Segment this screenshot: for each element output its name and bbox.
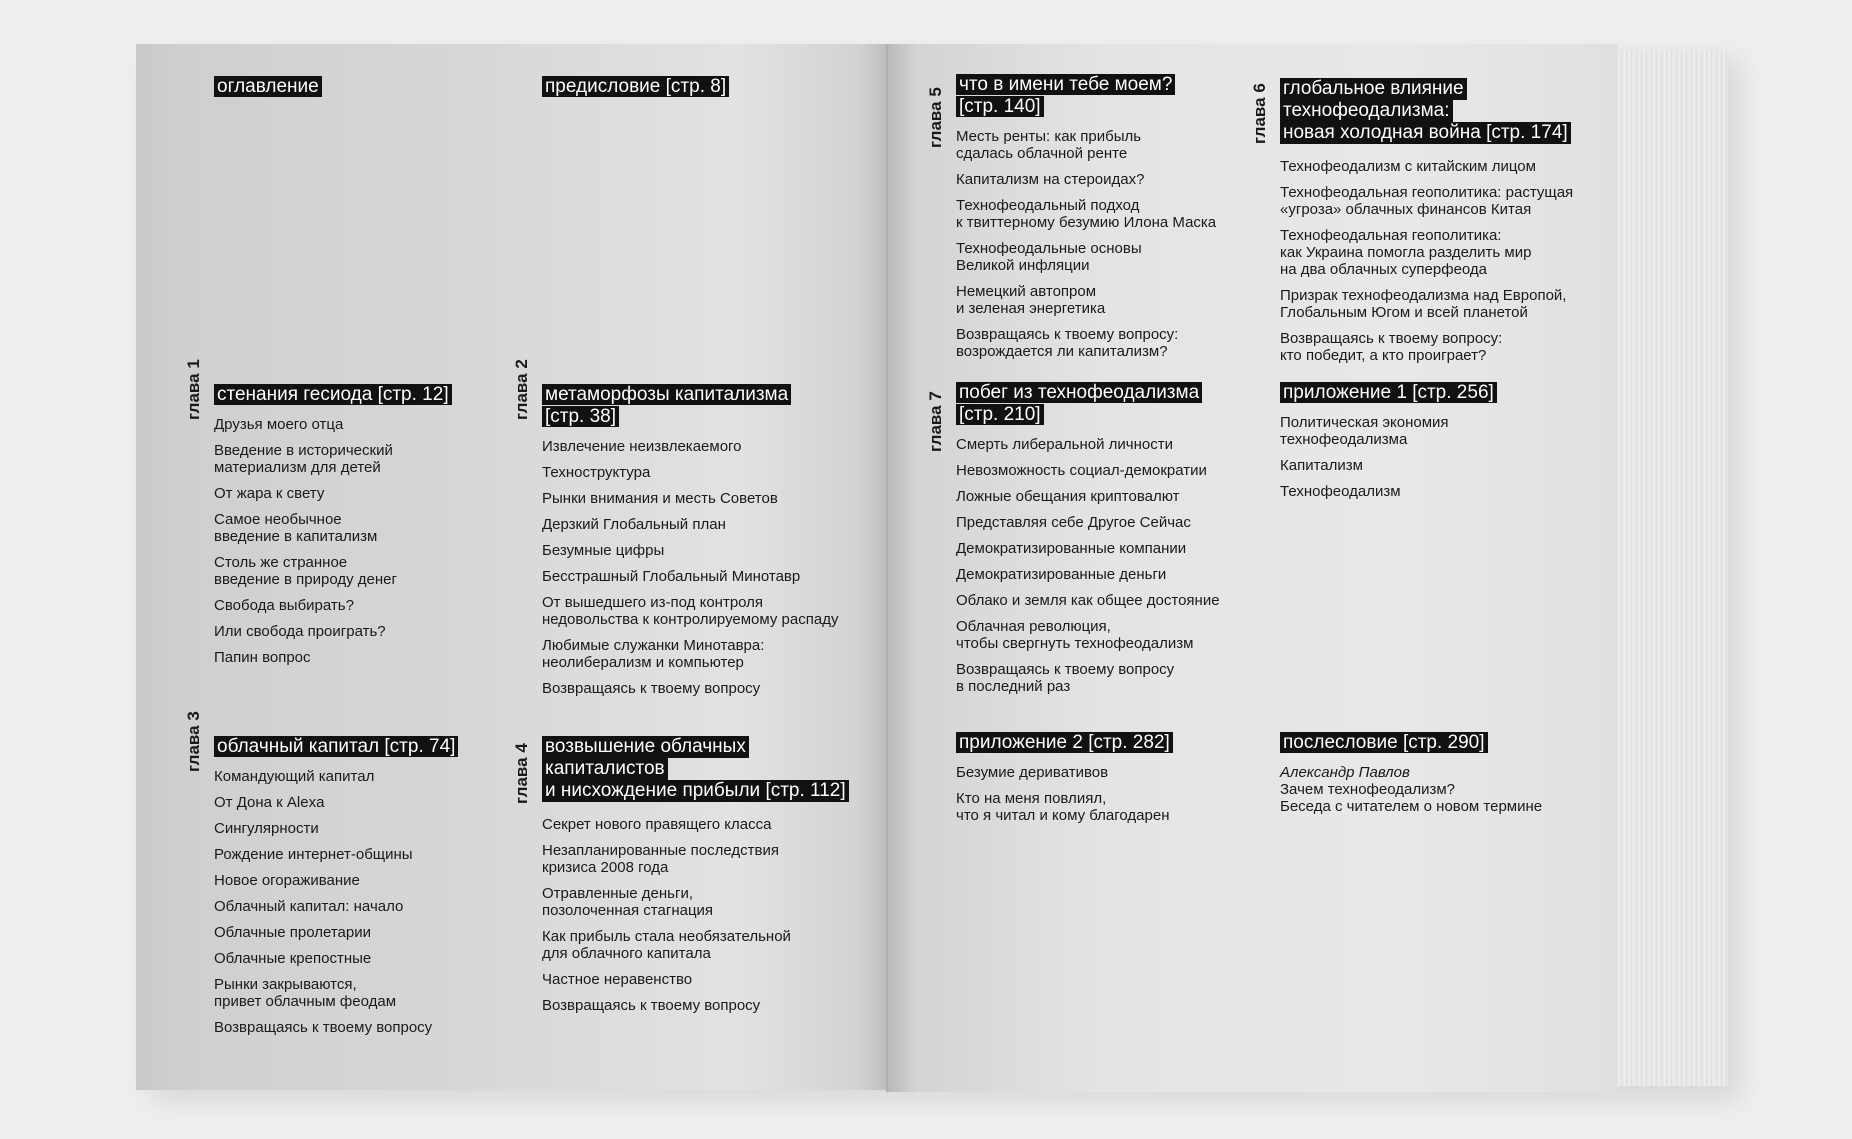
chapter-5-title: что в имени тебе моем? [стр. 140] bbox=[956, 74, 1175, 117]
appendix-1 bbox=[1280, 382, 1600, 509]
toc-entry[interactable]: Капитализм bbox=[1280, 457, 1363, 474]
chapter-7-title: побег из технофеодализма [стр. 210] bbox=[956, 382, 1202, 425]
chapter-6-sections bbox=[1280, 158, 1600, 364]
chapter-7-sections bbox=[956, 436, 1256, 695]
toc-entry[interactable]: Месть ренты: как прибыль сдалась облачной ренте bbox=[956, 128, 1142, 162]
chapter-5-label: глава 5 bbox=[926, 87, 945, 148]
chapter-5 bbox=[956, 74, 1246, 369]
preface bbox=[542, 76, 729, 108]
toc-entry[interactable]: Облачный капитал: начало bbox=[214, 898, 404, 915]
toc-entry[interactable]: Демократизированные деньги bbox=[956, 566, 1167, 583]
chapter-7-label: глава 7 bbox=[926, 391, 945, 452]
toc-entry[interactable]: Частное неравенство bbox=[542, 971, 693, 988]
afterword-title: послесловие [стр. 290] bbox=[1280, 732, 1488, 753]
toc-entry[interactable]: Технофеодальные основы Великой инфляции bbox=[956, 240, 1142, 274]
chapter-6 bbox=[1280, 78, 1600, 373]
right-page bbox=[888, 44, 1618, 1092]
toc-entry[interactable]: Зачем технофеодализм? Беседа с читателем о новом термине bbox=[1280, 781, 1543, 815]
toc-entry[interactable]: Папин вопрос bbox=[214, 649, 311, 666]
toc-entry[interactable]: Смерть либеральной личности bbox=[956, 436, 1173, 453]
toc-entry[interactable]: Командующий капитал bbox=[214, 768, 375, 785]
toc-entry[interactable]: Технофеодализм bbox=[1280, 483, 1401, 500]
toc-entry[interactable]: Отравленные деньги, позолоченная стагнация bbox=[542, 885, 714, 919]
afterword-author: Александр Павлов bbox=[1280, 764, 1410, 781]
page-stack-edge bbox=[1618, 50, 1728, 1086]
toc-entry[interactable]: Технофеодализм с китайским лицом bbox=[1280, 158, 1536, 175]
toc-entry[interactable]: Ложные обещания криптовалют bbox=[956, 488, 1180, 505]
chapter-2-sections bbox=[542, 438, 872, 697]
toc-entry[interactable]: Возвращаясь к твоему вопросу: кто победит, а кто проиграет? bbox=[1280, 330, 1503, 364]
toc-entry[interactable]: Незапланированные последствия кризиса 2008 года bbox=[542, 842, 779, 876]
chapter-3-title: облачный капитал [стр. 74] bbox=[214, 736, 458, 757]
toc-entry[interactable]: От Дона к Alexa bbox=[214, 794, 325, 811]
appendix-2 bbox=[956, 732, 1256, 833]
chapter-4-sections bbox=[542, 816, 872, 1014]
toc-title-text: оглавление bbox=[214, 76, 322, 97]
chapter-1-label: глава 1 bbox=[184, 359, 203, 420]
toc-entry[interactable]: Столь же странное введение в природу денег bbox=[214, 554, 397, 588]
toc-entry[interactable]: От вышедшего из-под контроля недовольства к контролируемому распаду bbox=[542, 594, 839, 628]
chapter-6-label: глава 6 bbox=[1250, 83, 1269, 144]
appendix-1-sections bbox=[1280, 414, 1600, 500]
toc-entry[interactable]: Рынки внимания и месть Советов bbox=[542, 490, 778, 507]
toc-entry[interactable]: Призрак технофеодализма над Европой, Глобальным Югом и всей планетой bbox=[1280, 287, 1567, 321]
appendix-2-sections bbox=[956, 764, 1256, 824]
toc-entry[interactable]: Безумие деривативов bbox=[956, 764, 1109, 781]
toc-entry[interactable]: Технофеодальная геополитика: растущая «угроза» облачных финансов Китая bbox=[1280, 184, 1574, 218]
toc-entry[interactable]: Невозможность социал-демократии bbox=[956, 462, 1207, 479]
chapter-4-label: глава 4 bbox=[512, 743, 531, 804]
toc-entry[interactable]: Безумные цифры bbox=[542, 542, 665, 559]
chapter-1-title: стенания гесиода [стр. 12] bbox=[214, 384, 452, 405]
chapter-3-label: глава 3 bbox=[184, 711, 203, 772]
toc-entry[interactable]: Любимые служанки Минотавра: неолиберализм и компьютер bbox=[542, 637, 765, 671]
chapter-1 bbox=[214, 384, 514, 675]
chapter-5-sections bbox=[956, 128, 1246, 360]
afterword-sections bbox=[1280, 764, 1600, 815]
toc-entry[interactable]: Как прибыль стала необязательной для облачного капитала bbox=[542, 928, 791, 962]
chapter-6-title: глобальное влияние технофеодализма: новая холодная война [стр. 174] bbox=[1280, 78, 1600, 144]
toc-entry[interactable]: Политическая экономия технофеодализма bbox=[1280, 414, 1449, 448]
toc-entry[interactable]: Немецкий автопром и зеленая энергетика bbox=[956, 283, 1106, 317]
toc-entry[interactable]: Возвращаясь к твоему вопросу bbox=[214, 1019, 433, 1036]
chapter-3-sections bbox=[214, 768, 514, 1036]
toc-entry[interactable]: Введение в исторический материализм для детей bbox=[214, 442, 393, 476]
chapter-1-sections bbox=[214, 416, 514, 666]
appendix-2-title: приложение 2 [стр. 282] bbox=[956, 732, 1173, 753]
appendix-1-title: приложение 1 [стр. 256] bbox=[1280, 382, 1497, 403]
chapter-4-title: возвышение облачных капиталистов и нисхождение прибыли [стр. 112] bbox=[542, 736, 872, 802]
toc-entry[interactable]: Извлечение неизвлекаемого bbox=[542, 438, 742, 455]
toc-entry[interactable]: Возвращаясь к твоему вопросу bbox=[542, 680, 761, 697]
left-page bbox=[136, 44, 888, 1090]
toc-entry[interactable]: От жара к свету bbox=[214, 485, 325, 502]
toc-entry[interactable]: Возвращаясь к твоему вопросу: возрождается ли капитализм? bbox=[956, 326, 1179, 360]
toc-entry[interactable]: Технофеодальная геополитика: как Украина помогла разделить мир на два облачных суперфеода bbox=[1280, 227, 1532, 278]
chapter-3 bbox=[214, 736, 514, 1045]
toc-entry[interactable]: Свобода выбирать? bbox=[214, 597, 354, 614]
toc-entry[interactable]: Секрет нового правящего класса bbox=[542, 816, 772, 833]
toc-entry[interactable]: Возвращаясь к твоему вопросу в последний раз bbox=[956, 661, 1175, 695]
toc-entry[interactable]: Облачные пролетарии bbox=[214, 924, 371, 941]
toc-entry[interactable]: Демократизированные компании bbox=[956, 540, 1187, 557]
toc-entry[interactable]: Облако и земля как общее достояние bbox=[956, 592, 1220, 609]
toc-entry[interactable]: Кто на меня повлиял, что я читал и кому благодарен bbox=[956, 790, 1170, 824]
toc-entry[interactable]: Или свобода проиграть? bbox=[214, 623, 386, 640]
toc-entry[interactable]: Бесстрашный Глобальный Минотавр bbox=[542, 568, 801, 585]
chapter-4 bbox=[542, 736, 872, 1023]
chapter-2-label: глава 2 bbox=[512, 359, 531, 420]
toc-entry[interactable]: Капитализм на стероидах? bbox=[956, 171, 1145, 188]
toc-entry[interactable]: Облачная революция, чтобы свергнуть технофеодализм bbox=[956, 618, 1194, 652]
toc-title bbox=[214, 76, 322, 108]
chapter-2 bbox=[542, 384, 872, 706]
toc-entry[interactable]: Новое огораживание bbox=[214, 872, 360, 889]
toc-entry[interactable]: Технофеодальный подход к твиттерному безумию Илона Маска bbox=[956, 197, 1217, 231]
chapter-2-title: метаморфозы капитализма [стр. 38] bbox=[542, 384, 791, 427]
toc-entry[interactable]: Рынки закрываются, привет облачным феодам bbox=[214, 976, 397, 1010]
toc-entry[interactable]: Представляя себе Другое Сейчас bbox=[956, 514, 1191, 531]
preface-title: предисловие [стр. 8] bbox=[542, 76, 729, 97]
toc-entry[interactable]: Возвращаясь к твоему вопросу bbox=[542, 997, 761, 1014]
toc-entry[interactable]: Техноструктура bbox=[542, 464, 651, 481]
toc-entry[interactable]: Облачные крепостные bbox=[214, 950, 372, 967]
toc-entry[interactable]: Друзья моего отца bbox=[214, 416, 344, 433]
afterword bbox=[1280, 732, 1600, 824]
toc-entry[interactable]: Самое необычное введение в капитализм bbox=[214, 511, 378, 545]
toc-entry[interactable]: Дерзкий Глобальный план bbox=[542, 516, 726, 533]
toc-entry[interactable]: Рождение интернет-общины bbox=[214, 846, 413, 863]
toc-entry[interactable]: Сингулярности bbox=[214, 820, 319, 837]
chapter-7 bbox=[956, 382, 1256, 704]
